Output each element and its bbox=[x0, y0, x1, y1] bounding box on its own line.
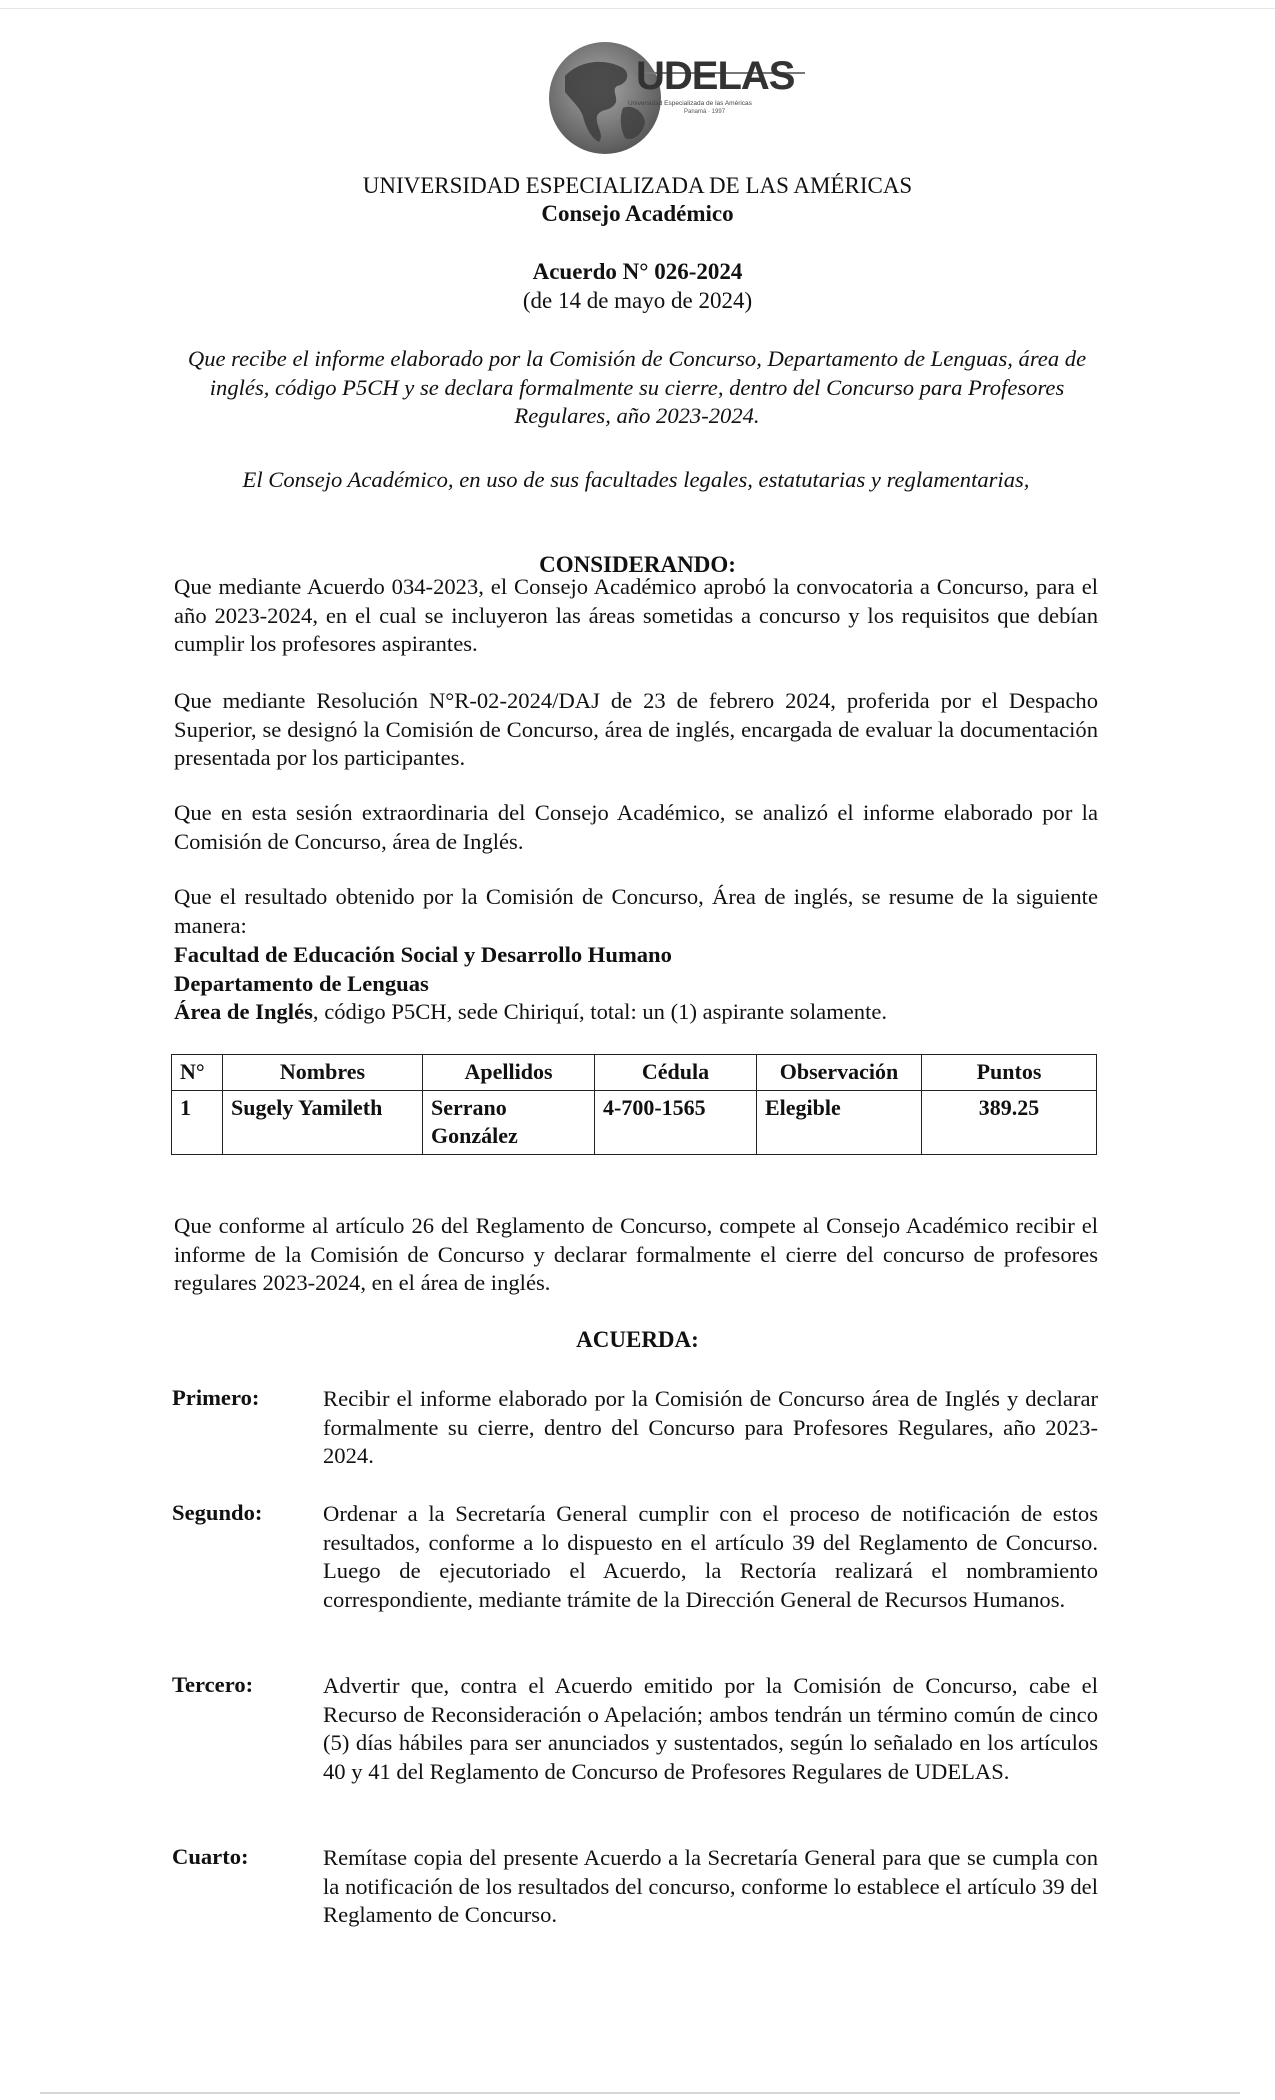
area-line bbox=[174, 998, 1098, 1027]
considerando-paragraph-2: Que mediante Resolución N°R-02-2024/DAJ de 23 de febrero 2024, proferida por el Despacho Superior, se designó la Comisión de Concurso, área de inglés, encargada de evaluar la documentación presentada por los participantes. bbox=[174, 688, 1098, 770]
col-header-names: Nombres bbox=[223, 1055, 423, 1091]
table-row bbox=[172, 1091, 1097, 1155]
considerando-paragraph-1: Que mediante Acuerdo 034-2023, el Consejo Académico aprobó la convocatoria a Concurso, para el año 2023-2024, en el cual se incluyeron las áreas sometidas a concurso y los requisitos que debían cumplir los profesores aspirantes. bbox=[174, 574, 1098, 656]
agreement-date: (de 14 de mayo de 2024) bbox=[522, 288, 753, 313]
faculty-name: Facultad de Educación Social y Desarrollo Humano bbox=[174, 942, 672, 967]
cell-surnames: Serrano González bbox=[423, 1091, 595, 1155]
acuerda-label-cuarto: Cuarto: bbox=[172, 1844, 249, 1869]
considerando-paragraph-5: Que conforme al artículo 26 del Reglamento de Concurso, compete al Consejo Académico recibir el informe de la Comisión de Concurso y declarar formalmente el cierre del concurso de profesores regulares 2023-2024, en el área de inglés. bbox=[174, 1213, 1098, 1295]
acuerda-text-tercero: Advertir que, contra el Acuerdo emitido por la Comisión de Concurso, cabe el Recurso de Reconsideración o Apelación; ambos tendrán un término común de cinco (5) días hábiles para ser anunciados y sustentados, según lo señalado en los artículos 40 y 41 del Reglamento de Concurso de Profesores Regulares de UDELAS. bbox=[323, 1673, 1098, 1784]
agreement-number: Acuerdo N° 026-2024 bbox=[532, 259, 743, 284]
col-header-number: N° bbox=[172, 1055, 223, 1091]
acuerda-label-tercero: Tercero: bbox=[172, 1672, 254, 1697]
acuerda-text-primero: Recibir el informe elaborado por la Comisión de Concurso área de Inglés y declarar formalmente su cierre, dentro del Concurso para Profesores Regulares, año 2023-2024. bbox=[323, 1386, 1098, 1468]
department-name: Departamento de Lenguas bbox=[174, 971, 429, 996]
preamble: El Consejo Académico, en uso de sus facultades legales, estatutarias y reglamentarias, bbox=[242, 467, 1030, 492]
acuerda-text-segundo: Ordenar a la Secretaría General cumplir con el proceso de notificación de estos resultados, conforme a lo dispuesto en el artículo 39 del Reglamento de Concurso. Luego de ejecutoriado el Acuerdo, la Rectoría realizará el nombramiento correspondiente, mediante trámite de la Dirección General de Recursos Humanos. bbox=[323, 1501, 1098, 1612]
results-table bbox=[171, 1054, 1097, 1155]
logo-wordmark: UDELAS bbox=[636, 54, 795, 98]
cell-points: 389.25 bbox=[922, 1091, 1097, 1155]
considerando-paragraph-3: Que en esta sesión extraordinaria del Consejo Académico, se analizó el informe elaborado por la Comisión de Concurso, área de Inglés. bbox=[174, 800, 1098, 854]
cell-names: Sugely Yamileth bbox=[223, 1091, 423, 1155]
area-label: Área de Inglés bbox=[174, 999, 313, 1024]
col-header-id: Cédula bbox=[595, 1055, 757, 1091]
col-header-surnames: Apellidos bbox=[423, 1055, 595, 1091]
table-header-row bbox=[172, 1055, 1097, 1091]
cell-observation: Elegible bbox=[757, 1091, 922, 1155]
col-header-points: Puntos bbox=[922, 1055, 1097, 1091]
considerando-heading: CONSIDERANDO: bbox=[539, 552, 736, 577]
institution-name: UNIVERSIDAD ESPECIALIZADA DE LAS AMÉRICAS bbox=[362, 173, 913, 198]
acuerda-label-segundo: Segundo: bbox=[172, 1500, 263, 1525]
logo-subtitle-year: Panamá · 1997 bbox=[684, 109, 726, 115]
acuerda-text-cuarto: Remítase copia del presente Acuerdo a la Secretaría General para que se cumpla con la notificación de los resultados del concurso, conforme lo establece el artículo 39 del Reglamento de Concurso. bbox=[323, 1845, 1098, 1927]
logo-subtitle: Universidad Especializada de las Américas bbox=[628, 100, 752, 107]
col-header-observation: Observación bbox=[757, 1055, 922, 1091]
scan-top-edge bbox=[0, 8, 1275, 9]
cell-number: 1 bbox=[172, 1091, 223, 1155]
scan-bottom-edge bbox=[40, 2092, 1240, 2094]
considerando-paragraph-4: Que el resultado obtenido por la Comisión de Concurso, Área de inglés, se resume de la siguiente manera: bbox=[174, 884, 1098, 938]
area-details: , código P5CH, sede Chiriquí, total: un (1) aspirante solamente. bbox=[312, 999, 888, 1024]
cell-id: 4-700-1565 bbox=[595, 1091, 757, 1155]
council-name: Consejo Académico bbox=[541, 201, 734, 226]
acuerda-label-primero: Primero: bbox=[172, 1385, 260, 1410]
agreement-summary: Que recibe el informe elaborado por la Comisión de Concurso, Departamento de Lenguas, área de inglés, código P5CH y se declara formalmente su cierre, dentro del Concurso para Profesores Regulares, año 2023-2024. bbox=[187, 346, 1087, 428]
acuerda-heading: ACUERDA: bbox=[576, 1327, 699, 1352]
